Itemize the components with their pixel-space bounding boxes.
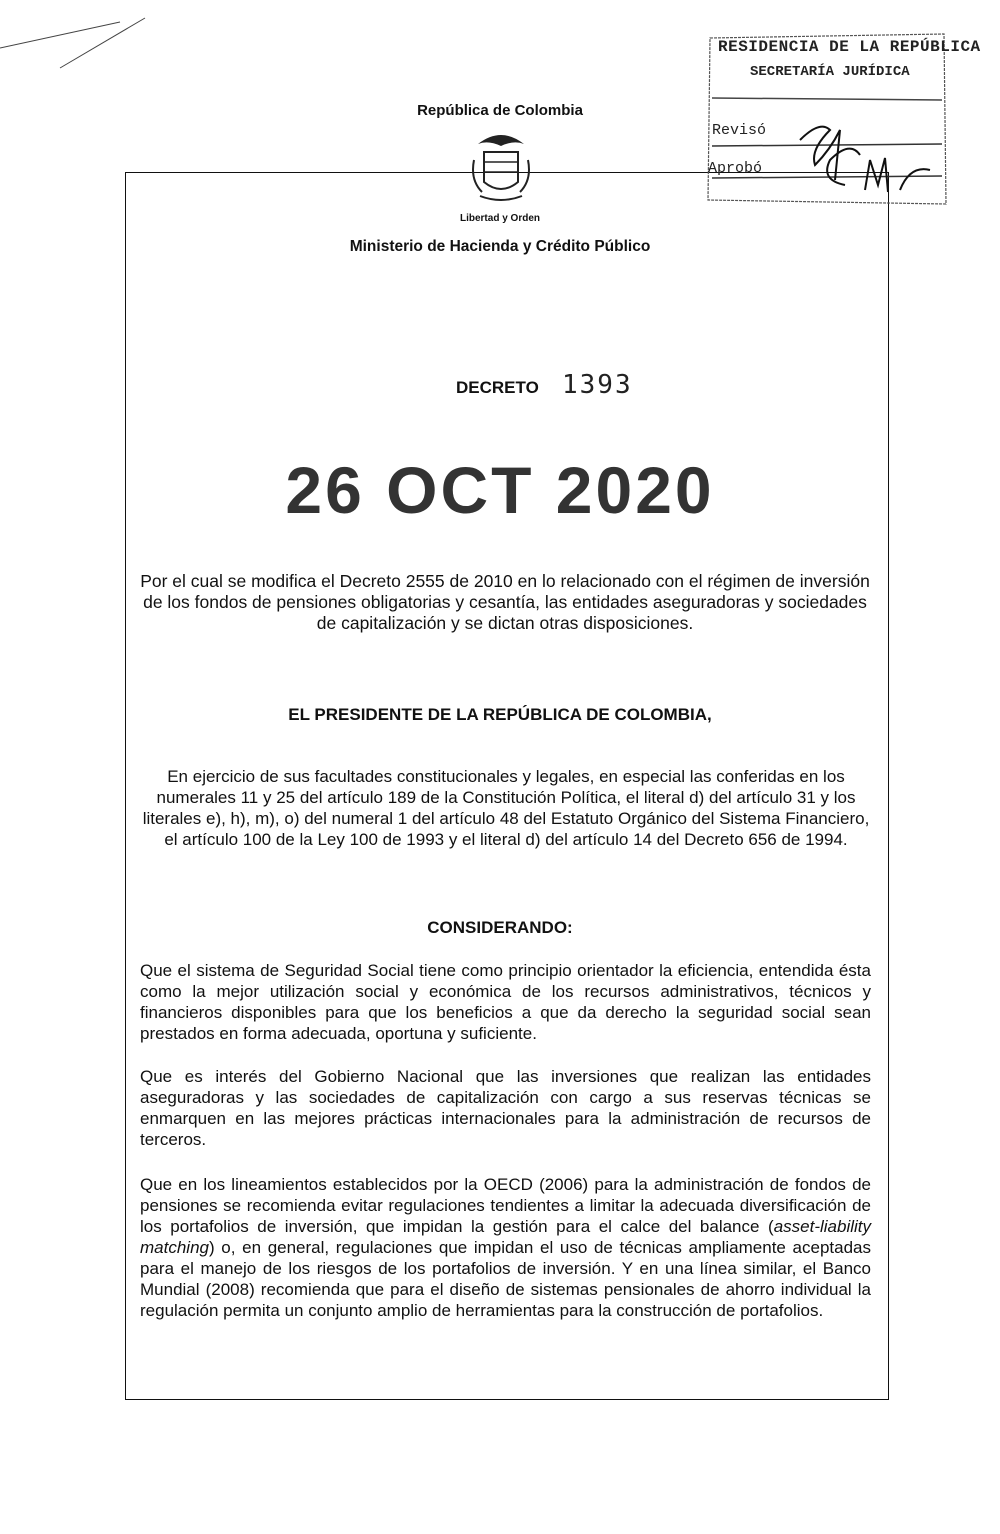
- stamp-title: RESIDENCIA DE LA REPÚBLICA: [718, 38, 981, 56]
- handwritten-signature: [760, 110, 940, 200]
- p3-italic-term: asset-liability matching: [140, 1217, 871, 1257]
- stamp-aprobo-label: Aprobó: [708, 160, 763, 177]
- legal-powers-paragraph: En ejercicio de sus facultades constitucionales y legales, en especial las conferidas en los numerales 11 y 25 del artículo 189 de la Constitución Política, el literal d) del artículo 31 y los literales e), h), m), o) del numeral 1 del artículo 48 del Estatuto Orgánico del Sistema Financiero, el artículo 100 de la Ley 100 de 1993 y el literal d) del artículo 14 del Decreto 656 de 1994.: [142, 767, 870, 849]
- decree-number: 1393: [562, 370, 633, 400]
- decree-date: 26 OCT 2020: [285, 453, 715, 527]
- pen-scribble: [0, 0, 200, 80]
- p3-text-after: ) o, en general, regulaciones que impidan el uso de técnicas ampliamente aceptadas para el manejo de los riesgos de los portafolios de inversión. Y en una línea similar, el Banco Mundial (2008) recomienda que para el diseño de sistemas pensionales de ahorro individual la regulación permita un conjunto amplio de herramientas para la construcción de portafolios.: [140, 1238, 871, 1320]
- stamp-reviso-label: Revisó: [712, 122, 767, 139]
- considerando-paragraph-3: [140, 1174, 871, 1321]
- considerando-paragraph-2: Que es interés del Gobierno Nacional que las inversiones que realizan las entidades aseguradoras y las sociedades de capitalización con cargo a sus reservas técnicas se enmarquen en las mejores prácticas internacionales para la administración de recursos de terceros.: [140, 1067, 871, 1149]
- decree-label: DECRETO: [456, 378, 539, 397]
- decree-summary: Por el cual se modifica el Decreto 2555 de 2010 en lo relacionado con el régimen de inversión de los fondos de pensiones obligatorias y cesantía, las entidades aseguradoras y sociedades de capitalización y se dictan otras disposiciones.: [140, 571, 870, 633]
- ministry-name: Ministerio de Hacienda y Crédito Público: [349, 238, 651, 255]
- president-heading: EL PRESIDENTE DE LA REPÚBLICA DE COLOMBIA,: [288, 705, 712, 724]
- p3-text-before: Que en los lineamientos establecidos por la OECD (2006) para la administración de fondos de pensiones se recomienda evitar regulaciones tendientes a limitar la adecuada diversificación de los portafolios de inversión, que impidan la gestión para el calce del balance (: [140, 1175, 871, 1236]
- stamp-subtitle: SECRETARÍA JURÍDICA: [750, 64, 910, 80]
- coat-of-arms-icon: [470, 130, 532, 214]
- considerando-paragraph-1: Que el sistema de Seguridad Social tiene como principio orientador la eficiencia, entendida ésta como la mejor utilización social y económica de los recursos administrativos, técnicos y financieros disponibles para que los beneficios a que da derecho la seguridad social sean prestados en forma adecuada, oportuna y suficiente.: [140, 961, 871, 1043]
- national-motto: Libertad y Orden: [459, 213, 540, 224]
- considerando-heading: CONSIDERANDO:: [427, 918, 573, 937]
- country-header: República de Colombia: [417, 102, 583, 119]
